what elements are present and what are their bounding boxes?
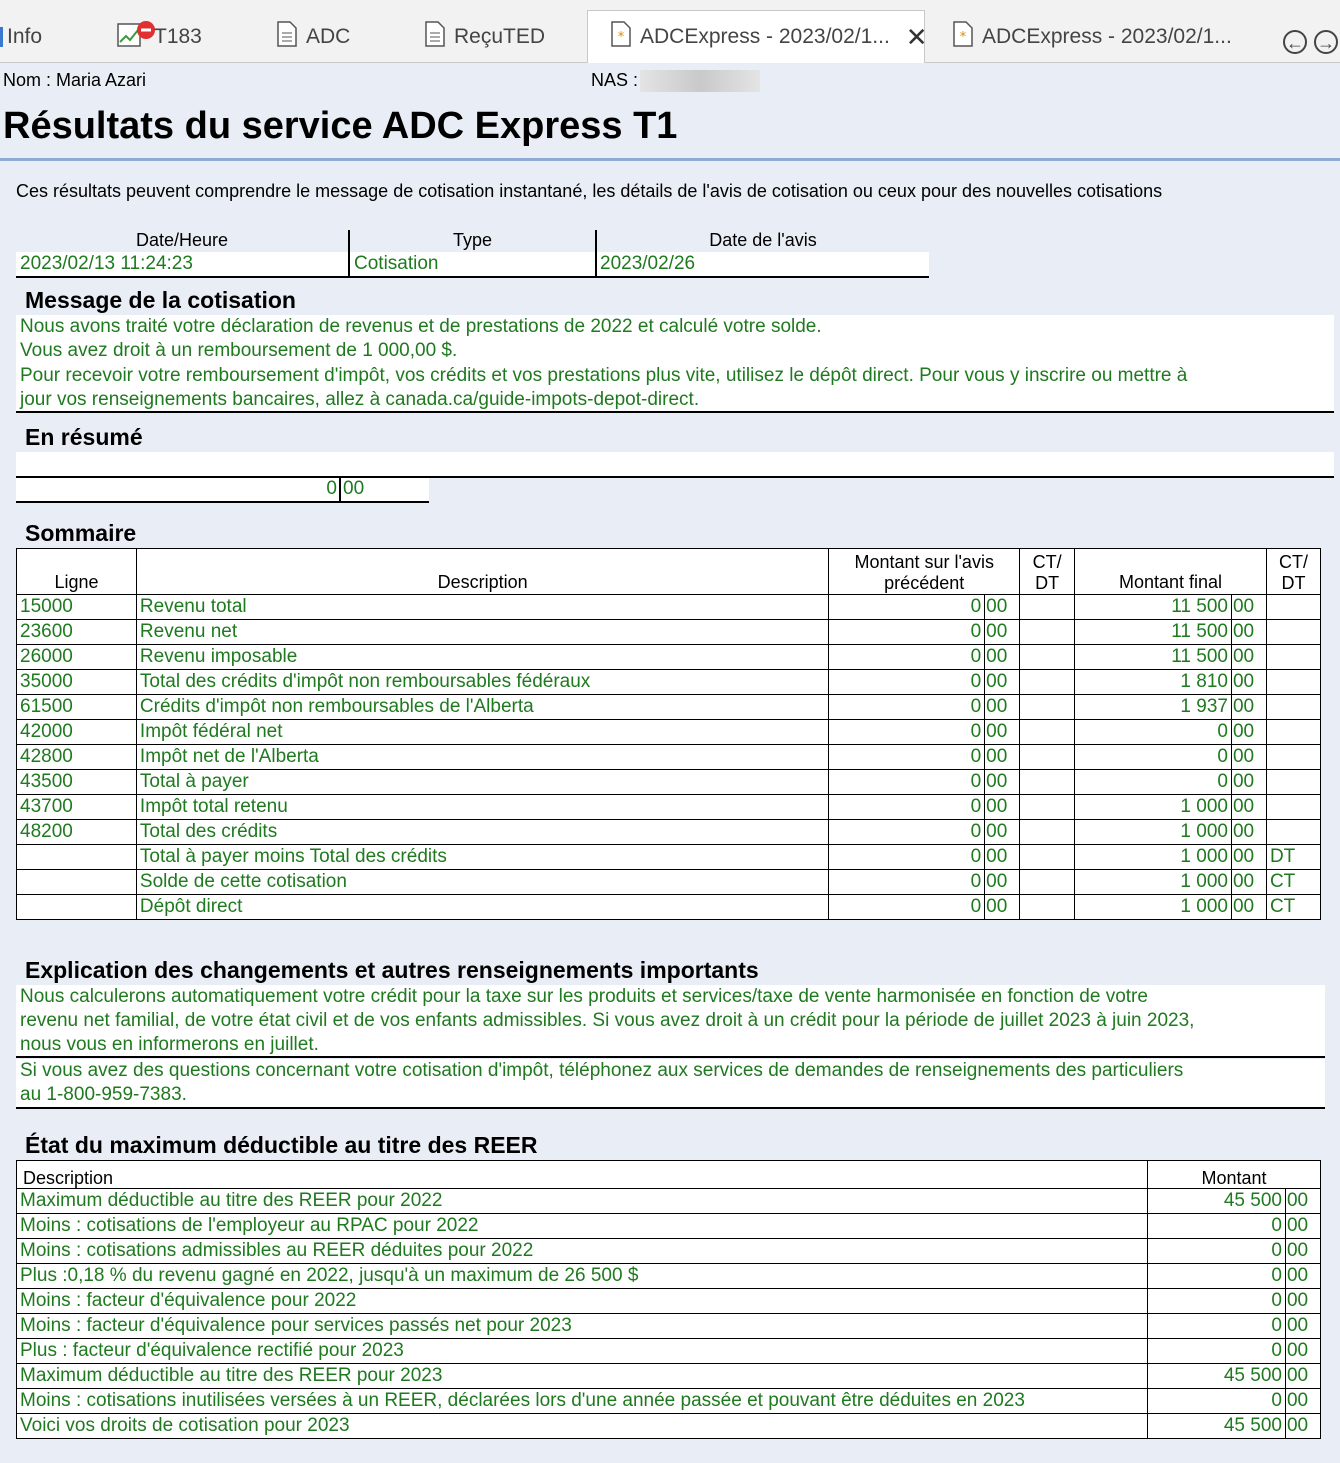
- final-amount-cell: 1 810: [1075, 670, 1232, 695]
- cents-cell: 00: [1285, 1239, 1320, 1264]
- svg-text:*: *: [959, 30, 967, 45]
- cents-cell: 00: [1285, 1314, 1320, 1339]
- final-amount-cell: 11 500: [1075, 620, 1232, 645]
- table-row: [17, 645, 1321, 670]
- date-heure-value: 2023/02/13 11:24:23: [20, 253, 193, 274]
- description-cell: Moins : facteur d'équivalence pour services passés net pour 2023: [17, 1314, 1148, 1339]
- scroll-right-icon[interactable]: →: [1314, 30, 1338, 54]
- line-number-cell: [17, 895, 137, 920]
- cents-cell: 00: [1285, 1189, 1320, 1214]
- line-number-cell: 43700: [17, 795, 137, 820]
- final-ctdt-cell: [1266, 795, 1320, 820]
- prev-cents-cell: 00: [985, 870, 1020, 895]
- table-row: [17, 670, 1321, 695]
- nas-redacted: [640, 70, 760, 92]
- prev-cents-cell: 00: [985, 645, 1020, 670]
- table-row: [17, 1289, 1321, 1314]
- description-cell: Dépôt direct: [136, 895, 828, 920]
- final-cents-cell: 00: [1231, 895, 1266, 920]
- cents-cell: 00: [1285, 1389, 1320, 1414]
- final-cents-cell: 00: [1231, 745, 1266, 770]
- table-row: [17, 720, 1321, 745]
- description-cell: Revenu net: [136, 620, 828, 645]
- table-row: [17, 1264, 1321, 1289]
- reer-heading: État du maximum déductible au titre des REER: [25, 1132, 538, 1158]
- line-number-cell: 61500: [17, 695, 137, 720]
- table-row: [17, 695, 1321, 720]
- final-amount-cell: 1 000: [1075, 795, 1232, 820]
- date-avis-header: Date de l'avis: [709, 230, 817, 250]
- prev-amount-cell: 0: [829, 770, 985, 795]
- final-amount-cell: 0: [1075, 745, 1232, 770]
- description-cell: Plus :0,18 % du revenu gagné en 2022, jusqu'à un maximum de 26 500 $: [17, 1264, 1148, 1289]
- tab-label: T183: [154, 25, 202, 48]
- col-montant-header: Montant: [1148, 1161, 1321, 1189]
- line-number-cell: [17, 870, 137, 895]
- final-cents-cell: 00: [1231, 820, 1266, 845]
- description-cell: Voici vos droits de cotisation pour 2023: [17, 1414, 1148, 1439]
- final-ctdt-cell: [1266, 745, 1320, 770]
- table-row: [17, 895, 1321, 920]
- prev-amount-cell: 0: [829, 870, 985, 895]
- intro-text: Ces résultats peuvent comprendre le message de cotisation instantané, les détails de l'avis de cotisation ou ceux pour des nouvelles cotisations: [16, 181, 1163, 201]
- cents-cell: 00: [1285, 1264, 1320, 1289]
- prev-ctdt-cell: [1020, 745, 1075, 770]
- final-cents-cell: 00: [1231, 720, 1266, 745]
- prev-cents-cell: 00: [985, 670, 1020, 695]
- description-cell: Revenu imposable: [136, 645, 828, 670]
- tab-bar: [0, 0, 1340, 63]
- cents-cell: 00: [1285, 1214, 1320, 1239]
- final-ctdt-cell: CT: [1266, 895, 1320, 920]
- tab-label: ADCExpress - 2023/02/1...: [640, 25, 890, 48]
- message-line: jour vos renseignements bancaires, allez à canada.ca/guide-impots-depot-direct.: [20, 389, 700, 410]
- prev-amount-cell: 0: [829, 745, 985, 770]
- resume-cents: 00: [343, 478, 365, 499]
- final-cents-cell: 00: [1231, 770, 1266, 795]
- tab-label: ADCExpress - 2023/02/1...: [982, 25, 1232, 48]
- prev-cents-cell: 00: [985, 845, 1020, 870]
- tab-label: Info: [7, 25, 43, 48]
- table-row: [17, 820, 1321, 845]
- line-number-cell: 43500: [17, 770, 137, 795]
- final-ctdt-cell: DT: [1266, 845, 1320, 870]
- prev-ctdt-cell: [1020, 820, 1075, 845]
- final-ctdt-cell: [1266, 620, 1320, 645]
- table-row: [17, 745, 1321, 770]
- amount-cell: 45 500: [1148, 1364, 1286, 1389]
- description-cell: Moins : cotisations de l'employeur au RPAC pour 2022: [17, 1214, 1148, 1239]
- prev-amount-cell: 0: [829, 895, 985, 920]
- description-cell: Moins : cotisations admissibles au REER déduites pour 2022: [17, 1239, 1148, 1264]
- tab-t183[interactable]: [116, 12, 202, 62]
- final-cents-cell: 00: [1231, 645, 1266, 670]
- prev-ctdt-cell: [1020, 845, 1075, 870]
- prev-ctdt-cell: [1020, 870, 1075, 895]
- col-final-header: Montant final: [1075, 549, 1267, 595]
- final-cents-cell: 00: [1231, 595, 1266, 620]
- prev-cents-cell: 00: [985, 770, 1020, 795]
- description-cell: Revenu total: [136, 595, 828, 620]
- table-row: [17, 870, 1321, 895]
- prev-ctdt-cell: [1020, 670, 1075, 695]
- prev-cents-cell: 00: [985, 820, 1020, 845]
- description-cell: Impôt fédéral net: [136, 720, 828, 745]
- col-prev-header: Montant sur l'avis précédent: [829, 549, 1020, 595]
- resume-heading: En résumé: [25, 424, 143, 450]
- final-cents-cell: 00: [1231, 845, 1266, 870]
- type-value: Cotisation: [354, 253, 439, 274]
- svg-text:*: *: [617, 30, 625, 45]
- prev-cents-cell: 00: [985, 695, 1020, 720]
- info-bottom-rule: [16, 276, 929, 278]
- table-row: [17, 1364, 1321, 1389]
- resume-amount-rule: [16, 501, 429, 503]
- final-cents-cell: 00: [1231, 870, 1266, 895]
- amount-cell: 0: [1148, 1389, 1286, 1414]
- table-row: [17, 1389, 1321, 1414]
- type-header: Type: [452, 230, 493, 250]
- description-cell: Total des crédits d'impôt non remboursables fédéraux: [136, 670, 828, 695]
- final-amount-cell: 11 500: [1075, 645, 1232, 670]
- amount-cell: 45 500: [1148, 1414, 1286, 1439]
- description-cell: Solde de cette cotisation: [136, 870, 828, 895]
- document-icon: [424, 20, 446, 54]
- line-number-cell: 15000: [17, 595, 137, 620]
- date-heure-header: Date/Heure: [135, 230, 229, 250]
- cents-cell: 00: [1285, 1364, 1320, 1389]
- final-amount-cell: 1 000: [1075, 845, 1232, 870]
- prev-cents-cell: 00: [985, 620, 1020, 645]
- final-ctdt-cell: [1266, 670, 1320, 695]
- prev-cents-cell: 00: [985, 720, 1020, 745]
- final-ctdt-cell: [1266, 695, 1320, 720]
- description-cell: Maximum déductible au titre des REER pour 2023: [17, 1364, 1148, 1389]
- final-ctdt-cell: [1266, 770, 1320, 795]
- amount-cell: 45 500: [1148, 1189, 1286, 1214]
- table-row: [17, 1314, 1321, 1339]
- amount-cell: 0: [1148, 1239, 1286, 1264]
- prev-amount-cell: 0: [829, 695, 985, 720]
- col-prev-ctdt-header: CT/ DT: [1020, 549, 1075, 595]
- final-amount-cell: 0: [1075, 770, 1232, 795]
- description-cell: Crédits d'impôt non remboursables de l'Alberta: [136, 695, 828, 720]
- resume-amount: 0: [326, 478, 337, 499]
- message-line: Nous avons traité votre déclaration de revenus et de prestations de 2022 et calculé votre solde.: [20, 316, 822, 337]
- table-row: [17, 1414, 1321, 1439]
- prev-amount-cell: 0: [829, 620, 985, 645]
- table-row: [17, 620, 1321, 645]
- final-amount-cell: 1 937: [1075, 695, 1232, 720]
- prev-amount-cell: 0: [829, 720, 985, 745]
- description-cell: Moins : facteur d'équivalence pour 2022: [17, 1289, 1148, 1314]
- message-heading: Message de la cotisation: [25, 287, 296, 313]
- col-final-ctdt-header: CT/ DT: [1266, 549, 1320, 595]
- explication-line: Nous calculerons automatiquement votre crédit pour la taxe sur les produits et services/taxe de vente harmonisée en fonction de votre: [20, 986, 1148, 1007]
- table-row: [17, 1189, 1321, 1214]
- final-amount-cell: 11 500: [1075, 595, 1232, 620]
- explication-line: nous vous en informerons en juillet.: [20, 1034, 319, 1055]
- prev-amount-cell: 0: [829, 820, 985, 845]
- prev-ctdt-cell: [1020, 595, 1075, 620]
- final-amount-cell: 1 000: [1075, 820, 1232, 845]
- prev-amount-cell: 0: [829, 670, 985, 695]
- title-divider: [0, 158, 1340, 161]
- page-title: Résultats du service ADC Express T1: [3, 105, 678, 147]
- prev-cents-cell: 00: [985, 795, 1020, 820]
- prev-amount-cell: 0: [829, 845, 985, 870]
- line-number-cell: 26000: [17, 645, 137, 670]
- amount-cell: 0: [1148, 1289, 1286, 1314]
- col-ligne-header: Ligne: [17, 549, 137, 595]
- line-number-cell: 35000: [17, 670, 137, 695]
- amount-cell: 0: [1148, 1214, 1286, 1239]
- amount-cell: 0: [1148, 1339, 1286, 1364]
- final-cents-cell: 00: [1231, 795, 1266, 820]
- prev-ctdt-cell: [1020, 720, 1075, 745]
- line-number-cell: 23600: [17, 620, 137, 645]
- message-line: Pour recevoir votre remboursement d'impôt, vos crédits et vos prestations plus vite, utilisez le dépôt direct. Pour vous y inscrire ou mettre à: [20, 365, 1188, 386]
- description-cell: Impôt total retenu: [136, 795, 828, 820]
- amount-cell: 0: [1148, 1314, 1286, 1339]
- sommaire-table: [16, 548, 1321, 920]
- final-amount-cell: 1 000: [1075, 870, 1232, 895]
- final-ctdt-cell: [1266, 820, 1320, 845]
- document-icon: [276, 20, 298, 54]
- description-cell: Moins : cotisations inutilisées versées à un REER, déclarées lors d'une année passée et pouvant être déduites en 2023: [17, 1389, 1148, 1414]
- final-cents-cell: 00: [1231, 620, 1266, 645]
- form-error-icon: [116, 20, 156, 54]
- explication-line: Si vous avez des questions concernant votre cotisation d'impôt, téléphonez aux services de demandes de renseignements des particuliers: [20, 1060, 1184, 1081]
- tab-adc[interactable]: [276, 12, 350, 62]
- prev-ctdt-cell: [1020, 795, 1075, 820]
- col-description-header: Description: [136, 549, 828, 595]
- final-amount-cell: 1 000: [1075, 895, 1232, 920]
- scroll-left-icon[interactable]: ←: [1283, 30, 1307, 54]
- table-row: [17, 1239, 1321, 1264]
- description-cell: Maximum déductible au titre des REER pour 2022: [17, 1189, 1148, 1214]
- prev-amount-cell: 0: [829, 595, 985, 620]
- table-row: [17, 595, 1321, 620]
- express-document-icon: [952, 20, 974, 54]
- close-icon[interactable]: ✕: [905, 21, 928, 52]
- description-cell: Total à payer moins Total des crédits: [136, 845, 828, 870]
- explication-rule-2: [16, 1107, 1325, 1109]
- sommaire-heading: Sommaire: [25, 520, 137, 546]
- final-cents-cell: 00: [1231, 670, 1266, 695]
- tab-adcexpress-active[interactable]: [587, 10, 928, 63]
- line-number-cell: 42000: [17, 720, 137, 745]
- explication-line: au 1-800-959-7383.: [20, 1084, 187, 1105]
- table-row: [17, 1214, 1321, 1239]
- table-row: [17, 845, 1321, 870]
- table-row: [17, 770, 1321, 795]
- final-ctdt-cell: [1266, 720, 1320, 745]
- tab-label: ADC: [306, 25, 351, 48]
- cents-cell: 00: [1285, 1289, 1320, 1314]
- line-number-cell: 48200: [17, 820, 137, 845]
- line-number-cell: [17, 845, 137, 870]
- description-cell: Total à payer: [136, 770, 828, 795]
- table-row: [17, 1339, 1321, 1364]
- col-description-header: Description: [17, 1161, 1148, 1189]
- cents-cell: 00: [1285, 1414, 1320, 1439]
- tab-info[interactable]: [0, 12, 42, 62]
- prev-ctdt-cell: [1020, 695, 1075, 720]
- description-cell: Impôt net de l'Alberta: [136, 745, 828, 770]
- final-cents-cell: 00: [1231, 695, 1266, 720]
- explication-line: revenu net familial, de votre état civil et de vos enfants admissibles. Si vous avez droit à un crédit pour la période de juillet 2023 à juin 2023,: [20, 1010, 1195, 1031]
- resume-divider: [339, 478, 341, 502]
- final-amount-cell: 0: [1075, 720, 1232, 745]
- prev-ctdt-cell: [1020, 645, 1075, 670]
- table-row: [17, 795, 1321, 820]
- info-icon: [0, 27, 3, 47]
- cents-cell: 00: [1285, 1339, 1320, 1364]
- description-cell: Plus : facteur d'équivalence rectifié pour 2023: [17, 1339, 1148, 1364]
- final-ctdt-cell: [1266, 595, 1320, 620]
- tab-adcexpress[interactable]: [952, 12, 1232, 62]
- tab-label: ReçuTED: [454, 25, 546, 48]
- final-ctdt-cell: [1266, 645, 1320, 670]
- prev-ctdt-cell: [1020, 620, 1075, 645]
- date-avis-value: 2023/02/26: [600, 253, 696, 274]
- prev-ctdt-cell: [1020, 895, 1075, 920]
- message-line: Vous avez droit à un remboursement de 1 000,00 $.: [20, 340, 458, 361]
- prev-amount-cell: 0: [829, 645, 985, 670]
- explication-heading: Explication des changements et autres renseignements importants: [25, 957, 759, 983]
- prev-cents-cell: 00: [985, 895, 1020, 920]
- final-ctdt-cell: CT: [1266, 870, 1320, 895]
- reer-table: [16, 1160, 1321, 1439]
- nas-label: NAS :: [591, 70, 639, 90]
- line-number-cell: 42800: [17, 745, 137, 770]
- prev-amount-cell: 0: [829, 795, 985, 820]
- resume-box: [16, 452, 1334, 476]
- description-cell: Total des crédits: [136, 820, 828, 845]
- amount-cell: 0: [1148, 1264, 1286, 1289]
- prev-cents-cell: 00: [985, 595, 1020, 620]
- client-name: Nom : Maria Azari: [3, 70, 147, 90]
- prev-ctdt-cell: [1020, 770, 1075, 795]
- express-document-icon: [610, 20, 632, 54]
- prev-cents-cell: 00: [985, 745, 1020, 770]
- tab-recuted[interactable]: [424, 12, 545, 62]
